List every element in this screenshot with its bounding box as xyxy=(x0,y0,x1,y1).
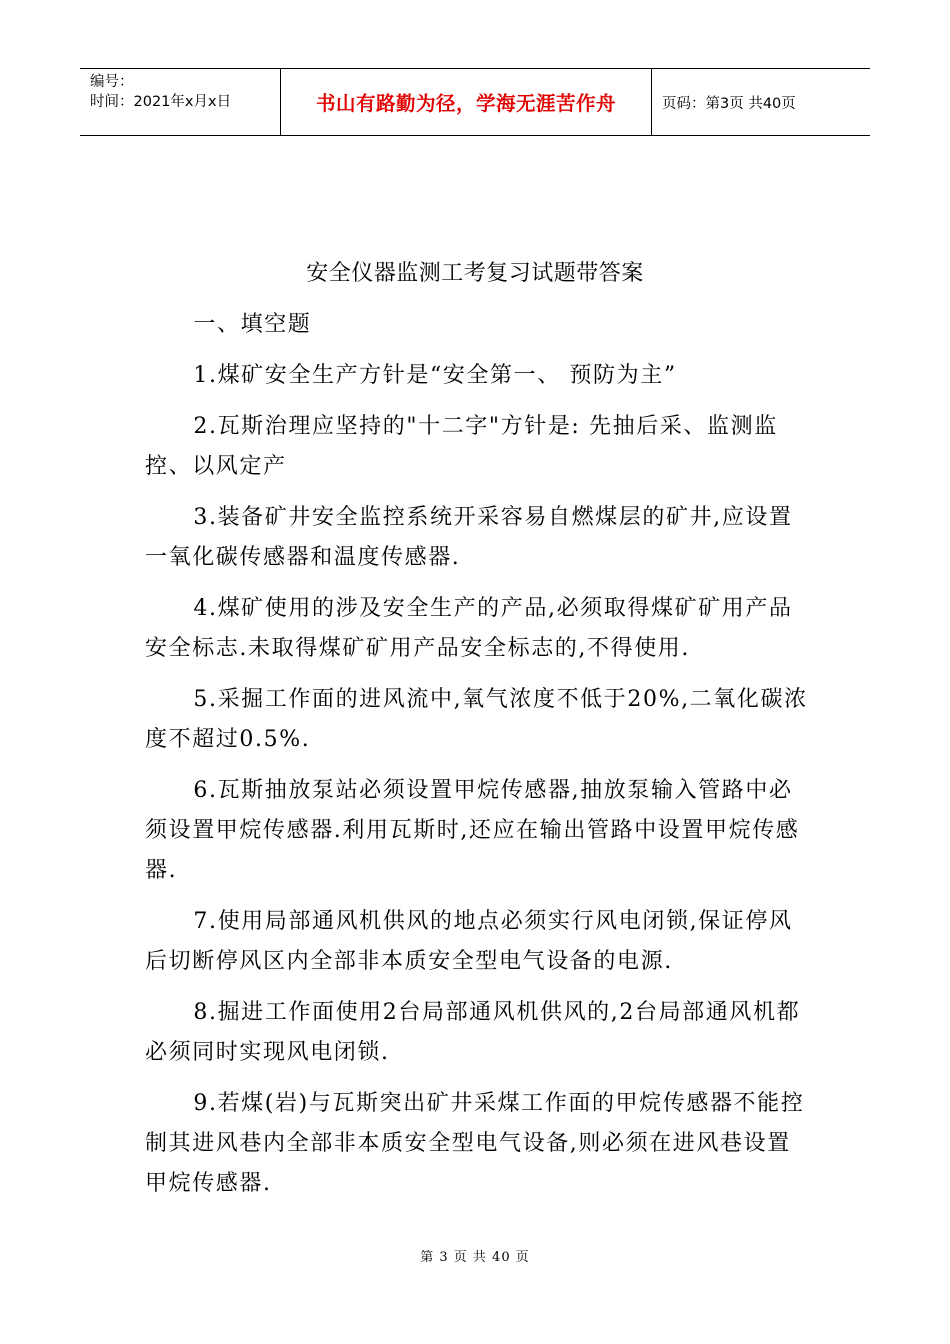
question-8: 8.掘进工作面使用2台局部通风机供风的,2台局部通风机都必须同时实现风电闭锁. xyxy=(145,1000,801,1065)
section-heading: 一、填空题 xyxy=(193,312,312,337)
time-label: 时间：2021年x月x日 xyxy=(90,94,232,110)
header-page-cell xyxy=(652,69,870,135)
motto-text: 书山有路勤为径，学海无涯苦作舟 xyxy=(315,92,616,115)
question-7: 7.使用局部通风机供风的地点必须实行风电闭锁,保证停风后切断停风区内全部非本质安全型电气设备的电源. xyxy=(145,909,793,974)
question-4: 4.煤矿使用的涉及安全生产的产品,必须取得煤矿矿用产品安全标志.未取得煤矿矿用产品安全标志的,不得使用. xyxy=(145,596,793,661)
page-footer: 第 3 页 共 40 页 xyxy=(420,1250,530,1265)
question-1: 1.煤矿安全生产方针是“安全第一、 预防为主” xyxy=(193,363,677,388)
question-6: 6.瓦斯抽放泵站必须设置甲烷传感器,抽放泵输入管路中必须设置甲烷传感器.利用瓦斯时,还应在输出管路中设置甲烷传感器. xyxy=(145,778,800,883)
document-title: 安全仪器监测工考复习试题带答案 xyxy=(306,261,644,286)
header-meta-cell xyxy=(80,69,281,135)
question-9: 9.若煤(岩)与瓦斯突出矿井采煤工作面的甲烷传感器不能控制其进风巷内全部非本质安全型电气设备,则必须在进风巷设置甲烷传感器. xyxy=(145,1091,805,1196)
question-3: 3.装备矿井安全监控系统开采容易自燃煤层的矿井,应设置一氧化碳传感器和温度传感器. xyxy=(145,505,793,570)
number-label: 编号： xyxy=(90,74,134,90)
question-5: 5.采掘工作面的进风流中,氧气浓度不低于20%,二氧化碳浓度不超过0.5%. xyxy=(145,687,808,752)
page-header xyxy=(80,68,870,136)
document-body xyxy=(145,305,810,1215)
question-2: 2.瓦斯治理应坚持的"十二字"方针是: 先抽后采、监测监控、以风定产 xyxy=(145,414,778,479)
page-info: 页码：第3页 共40页 xyxy=(662,95,796,112)
header-motto-cell xyxy=(281,69,652,135)
